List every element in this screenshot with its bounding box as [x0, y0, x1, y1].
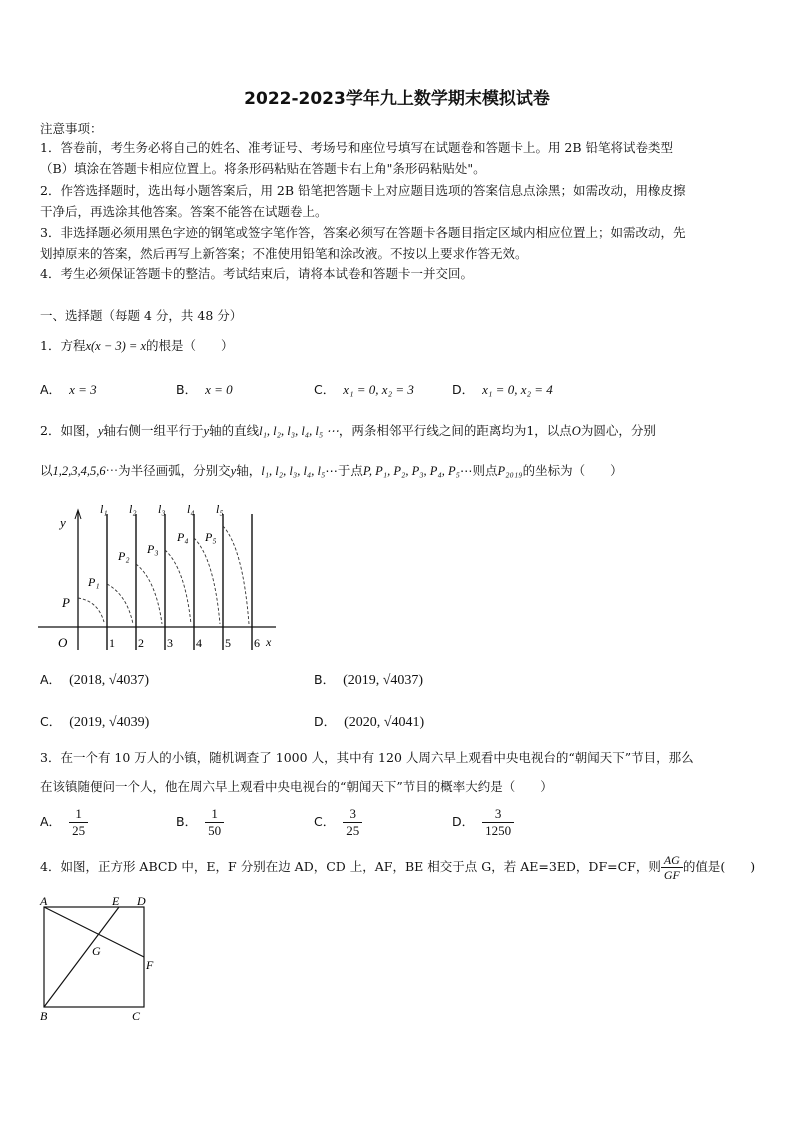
q2-math: y	[97, 424, 104, 438]
tick-label: 5	[225, 636, 231, 650]
q1-option-a[interactable]	[40, 380, 97, 398]
option-label: C．	[40, 714, 62, 729]
q1-equation: x(x − 3) = x	[85, 339, 147, 353]
q2-text: 的坐标为（ ）	[522, 463, 623, 478]
notice-line: 4．考生必须保证答题卡的整洁。考试结束后，请将本试卷和答题卡一并交回。	[40, 266, 473, 281]
fraction	[661, 853, 683, 882]
q2-option-a[interactable]	[40, 670, 149, 689]
question-4-stem	[40, 850, 755, 884]
page-title: 2022-2023学年九上数学期末模拟试卷	[244, 89, 550, 109]
q2-text: 轴的直线	[209, 423, 260, 438]
q3-option-a[interactable]	[40, 806, 88, 839]
fraction-num: 3	[482, 806, 514, 823]
y-axis-label: y	[60, 515, 66, 530]
option-label: B．	[314, 672, 336, 687]
arc-4	[165, 550, 191, 624]
q2-math: P₂₀₁₉	[497, 464, 523, 478]
fraction	[482, 806, 514, 839]
point-label: P₂	[118, 549, 130, 563]
vertex-label: C	[132, 1009, 141, 1023]
q2-text: ，两条相邻平行线之间的距离均为1，以点	[338, 423, 572, 438]
q2-text: 轴右侧一组平行于	[103, 423, 204, 438]
fraction-den: GF	[663, 868, 680, 882]
option-label: B．	[176, 382, 198, 397]
option-text: (2019, √4037)	[343, 673, 424, 688]
fraction-den: 50	[208, 823, 222, 838]
arc-1	[78, 598, 104, 622]
segment-be	[44, 907, 119, 1007]
section-heading: 一、选择题（每题 4 分，共 48 分）	[40, 308, 243, 323]
line-label: l₄	[187, 502, 195, 516]
option-text: (2018, √4037)	[69, 673, 150, 688]
line-label: l₁	[100, 502, 108, 516]
vertex-label: A	[40, 894, 48, 908]
fraction-num: 3	[343, 806, 362, 823]
notice-heading: 注意事项：	[40, 121, 103, 136]
question-1-stem	[40, 338, 234, 354]
q2-math: y	[230, 464, 237, 478]
q2-option-b[interactable]	[314, 670, 423, 689]
option-label: A．	[40, 382, 62, 397]
option-label: A．	[40, 672, 62, 687]
option-text: (2019, √4039)	[69, 715, 150, 730]
q2-math: l₁, l₂, l₃, l₄, l₅ ⋯	[259, 424, 339, 438]
option-label: D．	[314, 714, 337, 729]
x-axis-label: x	[266, 635, 272, 649]
q4-text: 的值是( )	[682, 859, 756, 874]
notice-line: 3．非选择题必须用黑色字迹的钢笔或签字笔作答，答案必须写在答题卡各题目指定区域内相应位置上；如需改动，先	[40, 225, 686, 240]
notice-line: 干净后，再选涂其他答案。答案不能答在试题卷上。	[40, 204, 328, 219]
q2-text: 2．如图，	[40, 423, 98, 438]
vertex-label: B	[40, 1009, 48, 1023]
option-label: D．	[452, 382, 475, 397]
q2-option-c[interactable]	[40, 712, 149, 731]
tick-label: 6	[254, 636, 260, 650]
line-label: l₅	[216, 502, 224, 516]
option-text: x = 3	[69, 382, 97, 397]
tick-label: 3	[167, 636, 173, 650]
vertex-label: E	[112, 894, 120, 908]
fraction-den: 1250	[485, 823, 512, 838]
vertex-label: G	[92, 944, 101, 958]
arc-6	[223, 526, 249, 624]
q2-math: O	[571, 424, 581, 438]
fraction	[343, 806, 362, 839]
q3-option-b[interactable]	[176, 806, 224, 839]
fraction-num: 1	[69, 806, 88, 823]
question-3-line2: 在该镇随便问一个人，他在周六早上观看中央电视台的“朝闻天下”节目的概率大约是（ ）	[40, 779, 553, 794]
arc-5	[194, 538, 220, 624]
q1-stem-post: 的根是（ ）	[146, 338, 234, 353]
point-p-label: P	[62, 595, 70, 610]
option-text: x₁ = 0, x₂ = 3	[343, 382, 414, 397]
line-label: l₃	[158, 502, 166, 516]
q2-text: ⋯为半径画弧，分别交	[105, 463, 231, 478]
question-2-line2	[40, 463, 623, 479]
option-text: x₁ = 0, x₂ = 4	[482, 382, 553, 397]
point-label: P₄	[177, 530, 189, 544]
q2-option-d[interactable]	[314, 712, 424, 731]
q2-text: ⋯则点	[460, 463, 498, 478]
q4-figure	[36, 893, 166, 1028]
option-label: C．	[314, 382, 336, 397]
q1-option-b[interactable]	[176, 380, 233, 398]
q1-stem-pre: 1．方程	[40, 338, 86, 353]
fraction	[205, 806, 224, 839]
arc-2	[107, 584, 133, 624]
q2-math: 1,2,3,4,5,6	[52, 464, 106, 478]
vertex-label: D	[137, 894, 146, 908]
line-label: l₂	[129, 502, 137, 516]
fraction	[69, 806, 88, 839]
tick-label: 4	[196, 636, 202, 650]
tick-label: 2	[138, 636, 144, 650]
q3-option-c[interactable]	[314, 806, 362, 839]
origin-label: O	[58, 635, 68, 650]
fraction-den: 25	[346, 823, 360, 838]
vertex-label: F	[146, 958, 154, 972]
notice-line: （B）填涂在答题卡相应位置上。将条形码粘贴在答题卡右上角"条形码粘贴处"。	[40, 161, 486, 176]
q4-text: 4．如图，正方形 ABCD 中，E，F 分别在边 AD，CD 上，AF，BE 相交于点 G，若 AE=3ED，DF=CF，则	[40, 859, 661, 874]
q2-figure	[34, 500, 284, 655]
option-text: x = 0	[205, 382, 233, 397]
option-label: B．	[176, 814, 198, 829]
q1-option-c[interactable]	[314, 380, 414, 398]
q2-math: P, P₁, P₂, P₃, P₄, P₅	[362, 464, 461, 478]
arc-3	[136, 564, 162, 624]
point-label: P₃	[147, 542, 159, 556]
q2-math: l₁, l₂, l₃, l₄, l₅	[261, 464, 326, 478]
option-label: D．	[452, 814, 475, 829]
q1-option-d[interactable]	[452, 380, 553, 398]
notice-line: 划掉原来的答案，然后再写上新答案；不准使用铅笔和涂改液。不按以上要求作答无效。	[40, 246, 528, 261]
question-3-line1: 3．在一个有 10 万人的小镇，随机调查了 1000 人，其中有 120 人周六早上观看中央电视台的“朝闻天下”节目，那么	[40, 750, 694, 765]
q2-text: 以	[40, 463, 53, 478]
point-label: P₅	[205, 530, 217, 544]
tick-label: 1	[109, 636, 115, 650]
fraction-den: 25	[72, 823, 86, 838]
option-label: A．	[40, 814, 62, 829]
point-label: P₁	[88, 575, 100, 589]
q2-text: 轴，	[236, 463, 262, 478]
q2-math: y	[203, 424, 210, 438]
fraction-num: 1	[205, 806, 224, 823]
fraction-num: AG	[661, 853, 683, 868]
q2-text: ⋯于点	[325, 463, 363, 478]
q3-option-d[interactable]	[452, 806, 514, 839]
question-2-line1	[40, 423, 656, 439]
option-label: C．	[314, 814, 336, 829]
notice-line: 2．作答选择题时，选出每小题答案后，用 2B 铅笔把答题卡上对应题目选项的答案信息点涂黑；如需改动，用橡皮擦	[40, 183, 686, 198]
option-text: (2020, √4041)	[344, 715, 425, 730]
notice-line: 1．答卷前，考生务必将自己的姓名、准考证号、考场号和座位号填写在试题卷和答题卡上。用 2B 铅笔将试卷类型	[40, 140, 674, 155]
q2-text: 为圆心，分别	[580, 423, 656, 438]
